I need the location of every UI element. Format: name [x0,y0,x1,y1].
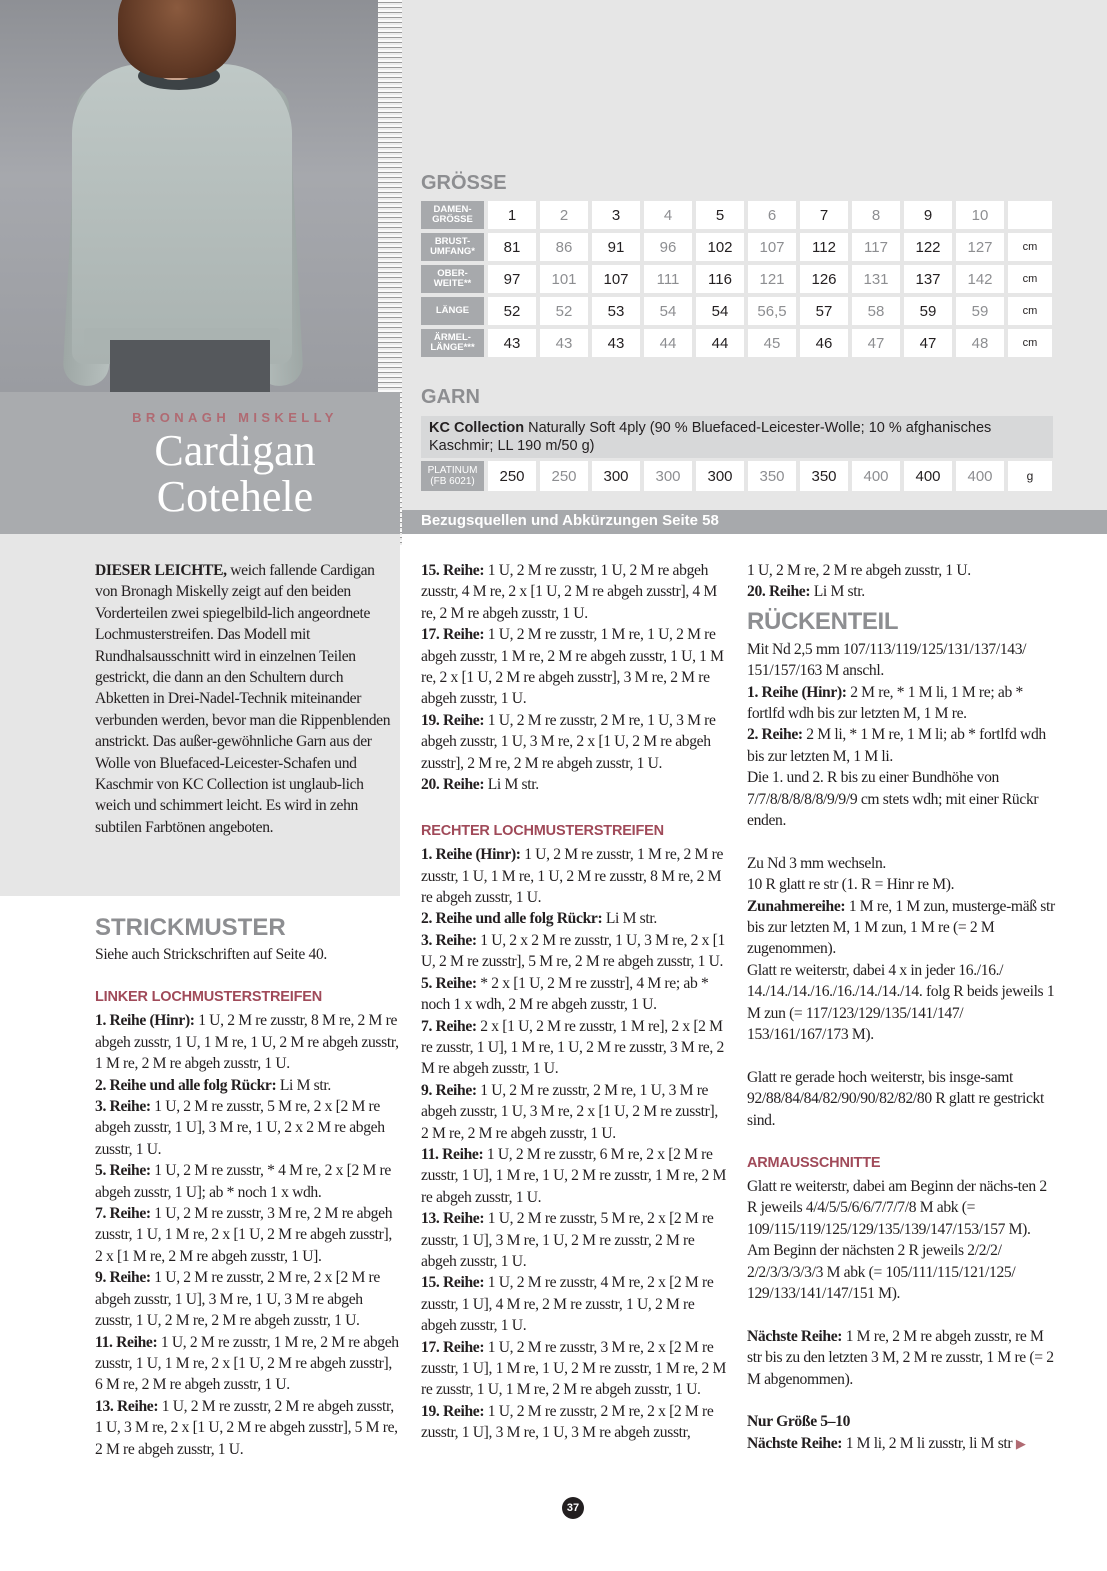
size-row [421,265,1052,293]
size-cell: 6 [748,201,796,229]
yarn-amount: 300 [644,461,692,491]
size-row [421,297,1052,325]
size-cell: 48 [956,329,1004,357]
size-cell: 7 [800,201,848,229]
pattern-row [421,844,727,908]
yarn-amount: 300 [696,461,744,491]
pattern-row [421,1144,727,1208]
yarn-brand: KC Collection [429,420,525,436]
pattern-row-text: 1 U, 2 M re zusstr, 2 M re abgeh zusstr, 1 U, 3 M re, 2 x [1 U, 2 M re abgeh zusstr], 5 M re, 2 M re abgeh zusstr, 1 U. [95,1397,398,1458]
pattern-row-label: 1. Reihe (Hinr): [421,846,521,864]
size-cell: 122 [904,233,952,261]
size-cell: 44 [696,329,744,357]
pattern-row-text: 1 U, 2 M re zusstr, 5 M re, 2 x [2 M re abgeh zusstr, 1 U], 3 M re, 1 U, 2 x 2 M re abgeh zusstr, 1 U. [95,1098,385,1158]
rueck-r2-text: 2 M li, * 1 M re, 1 M li; ab * fortlfd wdh bis zur letzten M, 1 M li. [747,726,1046,765]
pattern-row-label: 19. Reihe: [421,1402,485,1420]
pattern-row [95,1096,401,1160]
pattern-row [95,1267,401,1331]
size-row-label: OBER-WEITE** [421,265,484,293]
pattern-row-text: 1 U, 2 M re zusstr, 2 M re, 2 x [2 M re abgeh zusstr, 1 U], 3 M re, 1 U, 3 M re abgeh zusstr, 1 U, 2 M re, 2 M re abgeh zusstr, 1 U. [95,1269,380,1330]
left-pattern-heading: LINKER LOCHMUSTERSTREIFEN [95,989,323,1005]
size-cell: 3 [592,201,640,229]
pattern-row [421,774,727,795]
yarn-text: Naturally Soft 4ply (90 % Bluefaced-Leicester-Wolle; 10 % afghanisches Kaschmir; LL 190 m/50 g) [429,420,992,454]
pattern-row [421,624,727,710]
size-cell: 8 [852,201,900,229]
size-row-label: ÄRMEL-LÄNGE*** [421,329,484,357]
pattern-row [95,1332,401,1396]
intro-text [95,560,395,838]
size-row-label: BRUST-UMFANG* [421,233,484,261]
right-column [747,560,1055,1454]
size-cell: 4 [644,201,692,229]
pattern-row-label: 2. Reihe und alle folg Rückr: [95,1076,277,1094]
size-row-label: DAMEN-GRÖSSE [421,201,484,229]
pattern-row-text: 1 U, 2 M re zusstr, 2 M re, 1 U, 3 M re abgeh zusstr, 1 U, 3 M re, 2 x [1 U, 2 M re abgeh zusstr], 2 M re, 2 M re abgeh zusstr, 1 U. [421,711,716,772]
yarn-unit: g [1008,461,1052,491]
size-cell: 111 [644,265,692,293]
size-row [421,329,1052,357]
size-cell: 59 [904,297,952,325]
size-cell: 137 [904,265,952,293]
reference-text: Bezugsquellen und Abkürzungen Seite 58 [421,512,719,529]
size-cell: 52 [540,297,588,325]
pattern-row [421,908,727,929]
size-cell: 58 [852,297,900,325]
size-cell: 43 [592,329,640,357]
next-row-text: 1 M re, 2 M re abgeh zusstr, re M str bis zu den letzten 3 M, 2 M re zusstr, 1 M re (= 2 M abgenommen). [747,1327,1054,1388]
increase-label: Zunahmereihe: [747,897,846,915]
needle-change: Zu Nd 3 mm wechseln. [747,854,886,872]
pattern-row-text: 1 U, 2 M re zusstr, 1 M re, 2 M re zusstr, 1 U, 1 M re, 1 U, 2 M re zusstr, 8 M re, 2 M re abgeh zusstr, 1 U. [421,846,724,907]
pattern-row [421,1080,727,1144]
size-cell: 1 [488,201,536,229]
next-row2-label: Nächste Reihe: [747,1434,843,1452]
pattern-row-label: 1. Reihe (Hinr): [95,1012,195,1030]
strickmuster-heading: STRICKMUSTER [95,914,286,941]
yarn-amount: 400 [904,461,952,491]
size-cell: 44 [644,329,692,357]
size-cell: 86 [540,233,588,261]
strickmuster-note: Siehe auch Strickschriften auf Seite 40. [95,946,327,963]
size-cell: 47 [852,329,900,357]
pattern-row [95,1010,401,1074]
pattern-row-label: 19. Reihe: [421,711,485,729]
pattern-row-label: 11. Reihe: [421,1145,484,1163]
size-cell: 47 [904,329,952,357]
size-row-label: LÄNGE [421,297,484,325]
pattern-row-label: 15. Reihe: [421,562,485,579]
pattern-row [421,560,727,624]
pattern-row [95,1160,401,1203]
size-cell: 142 [956,265,1004,293]
pattern-row-text: * 2 x [1 U, 2 M re zusstr], 4 M re; ab * noch 1 x wdh, 2 M re abgeh zusstr, 1 U. [421,974,709,1014]
size-cell: 59 [956,297,1004,325]
pattern-row-text: 1 U, 2 M re zusstr, 1 M re, 1 U, 2 M re abgeh zusstr, 1 M re, 2 M re abgeh zusstr, 1 U, 1 M re, 2 x [1 U, 2 M re abgeh zusstr], 3 M re, 2 M re abgeh zusstr, 1 U. [421,626,724,708]
pattern-row-text: 1 U, 2 M re zusstr, * 4 M re, 2 x [2 M re abgeh zusstr, 1 U]; ab * noch 1 x wdh. [95,1162,391,1201]
rueck-r12: Die 1. und 2. R bis zu einer Bundhöhe von 7/7/8/8/8/8/8/9/9/9 cm stets wdh; mit einer Rückr enden. [747,769,1039,830]
stockinette: 10 R glatt re str (1. R = Hinr re M). [747,876,955,894]
pattern-row-text: Li M str. [484,776,539,794]
pattern-row [421,1337,727,1401]
designer-name: BRONAGH MISKELLY [132,410,338,425]
pattern-row-text: 1 U, 2 M re zusstr, 5 M re, 2 x [2 M re zusstr, 1 U], 3 M re, 1 U, 2 M re zusstr, 2 M re abgeh zusstr, 1 U. [421,1210,714,1270]
size-cell: 5 [696,201,744,229]
size-cell: 43 [488,329,536,357]
pattern-row-label: 20. Reihe: [421,776,485,794]
right-pattern-heading: RECHTER LOCHMUSTERSTREIFEN [421,822,664,839]
pattern-row-text: Li M str. [276,1076,331,1094]
pattern-row-text: 1 U, 2 M re zusstr, 6 M re, 2 x [2 M re zusstr, 1 U], 1 M re, 1 U, 2 M re zusstr, 1 M re, 2 M re abgeh zusstr, 1 U. [421,1145,727,1206]
pattern-row [421,1272,727,1336]
pattern-row-label: 7. Reihe: [421,1017,477,1035]
size-cell: 81 [488,233,536,261]
pattern-row-label: 9. Reihe: [421,1081,477,1099]
pattern-row-text: 1 U, 2 M re zusstr, 1 U, 2 M re abgeh zusstr, 4 M re, 2 x [1 U, 2 M re abgeh zusstr], 4 M re, 2 M re abgeh zusstr, 1 U. [421,562,717,622]
size-cell: 10 [956,201,1004,229]
pattern-row [421,1208,727,1272]
size-row [421,233,1052,261]
middle-column [421,560,727,1444]
row20-text: Li M str. [810,583,865,601]
intro-lead: DIESER LEICHTE, [95,562,227,579]
rueck-r2-label: 2. Reihe: [747,726,803,744]
pattern-row-text: 1 U, 2 M re zusstr, 2 M re, 1 U, 3 M re abgeh zusstr, 1 U, 3 M re, 2 x [1 U, 2 M re zusstr], 2 M re, 2 M re abgeh zusstr, 1 U. [421,1081,718,1142]
size-cell: 127 [956,233,1004,261]
size-cell: 56,5 [748,297,796,325]
size-unit: cm [1008,297,1052,325]
size-cell: 101 [540,265,588,293]
size-cell: 43 [540,329,588,357]
yarn-description [421,416,1053,458]
pattern-row-label: 17. Reihe: [421,1338,485,1356]
pattern-row-text: 1 U, 2 M re zusstr, 8 M re, 2 M re abgeh zusstr, 1 U, 1 M re, 1 U, 2 M re abgeh zusstr, 1 M re, 2 M re abgeh zusstr, 1 U. [95,1012,399,1073]
continue-arrow-icon: ▶ [1015,1435,1026,1451]
yarn-amount: 350 [800,461,848,491]
size-unit [1008,201,1052,229]
pattern-row-label: 5. Reihe: [95,1162,151,1180]
yarn-amount: 350 [748,461,796,491]
size-cell: 91 [592,233,640,261]
sweater-photo [0,0,388,392]
yarn-amount: 300 [592,461,640,491]
size-cell: 121 [748,265,796,293]
pattern-row-text: 1 U, 2 M re zusstr, 3 M re, 2 x [2 M re zusstr, 1 U], 1 M re, 1 U, 2 M re zusstr, 1 M re, 2 M re zusstr, 1 U, 1 M re, 2 M re abgeh zusstr, 1 U. [421,1338,727,1399]
pattern-title [0,428,470,520]
rueck-r1-text: 2 M re, * 1 M li, 1 M re; ab * fortlfd wdh bis zur letzten M, 1 M re. [747,683,1023,723]
pattern-row-label: 3. Reihe: [95,1098,151,1116]
pattern-row-label: 2. Reihe und alle folg Rückr: [421,910,603,928]
yarn-amount: 250 [540,461,588,491]
size-cell: 53 [592,297,640,325]
size-cell: 54 [696,297,744,325]
yarn-heading: GARN [421,386,480,408]
pattern-row-label: 3. Reihe: [421,931,477,949]
rueck-intro: Mit Nd 2,5 mm 107/113/119/125/131/137/143/ 151/157/163 M anschl. [747,640,1027,680]
size-cell: 117 [852,233,900,261]
yarn-amount: 250 [488,461,536,491]
size-cell: 54 [644,297,692,325]
yarn-color-label: PLATINUM (FB 6021) [421,461,484,491]
size-cell: 97 [488,265,536,293]
pattern-row-text: 1 U, 2 M re zusstr, 4 M re, 2 x [2 M re zusstr, 1 U], 4 M re, 2 M re zusstr, 1 U, 2 M re abgeh zusstr, 1 U. [421,1274,714,1335]
pattern-row-label: 17. Reihe: [421,626,485,644]
pattern-row [95,1396,401,1460]
size-cell: 96 [644,233,692,261]
size-row [421,201,1052,229]
pattern-row [95,1075,401,1096]
size-cell: 52 [488,297,536,325]
size-cell: 2 [540,201,588,229]
rueck-r1-label: 1. Reihe (Hinr): [747,683,847,701]
size-cell: 131 [852,265,900,293]
pattern-row-text: Li M str. [602,910,657,928]
pattern-row [95,1203,401,1267]
straight-text: Glatt re gerade hoch weiterstr, bis insge-samt 92/88/84/84/82/90/90/82/82/80 R glatt re gestrickt sind. [747,1068,1044,1129]
size-cell: 112 [800,233,848,261]
size-unit: cm [1008,233,1052,261]
size-unit: cm [1008,265,1052,293]
title-line-1: Cardigan [154,426,316,475]
rueckenteil-heading: RÜCKENTEIL [747,607,899,635]
yarn-table [417,461,1056,491]
pattern-row [421,973,727,1016]
pattern-row-label: 7. Reihe: [95,1205,151,1223]
pattern-row-label: 5. Reihe: [421,974,477,992]
size-cell: 116 [696,265,744,293]
size-cell: 107 [748,233,796,261]
pattern-row-text: 1 U, 2 M re zusstr, 3 M re, 2 M re abgeh zusstr, 1 U, 1 M re, 2 x [1 U, 2 M re abgeh zusstr], 2 x [1 M re, 2 M re abgeh zusstr, 1 U]. [95,1205,393,1265]
armhole-heading: ARMAUSSCHNITTE [747,1154,881,1171]
only-sizes-label: Nur Größe 5–10 [747,1413,851,1431]
pattern-row-text: 1 U, 2 x 2 M re zusstr, 1 U, 3 M re, 2 x [1 U, 2 M re zusstr], 5 M re, 2 M re abgeh zusstr, 1 U. [421,931,725,971]
size-heading: GRÖSSE [421,172,507,194]
pattern-row [421,1401,727,1444]
yarn-amount: 400 [852,461,900,491]
next-row-label: Nächste Reihe: [747,1327,843,1345]
size-cell: 9 [904,201,952,229]
yarn-amount: 400 [956,461,1004,491]
reference-bar [402,510,1107,534]
pattern-row [421,710,727,774]
armhole-text: Glatt re weiterstr, dabei am Beginn der nächs-ten 2 R jeweils 4/4/5/5/6/6/7/7/7/8 M abk (= 109/115/119/125/129/135/139/147/153/157 M). Am Beginn der nächsten 2 R jeweils 2/2/2/ 2/2/3/3/3/3/3 M abk (= 105/111/115/121/125/ 129/133/141/147/151 M). [747,1177,1047,1302]
pattern-row-label: 15. Reihe: [421,1274,485,1292]
size-cell: 45 [748,329,796,357]
size-unit: cm [1008,329,1052,357]
intro-body: weich fallende Cardigan von Bronagh Miskelly zeigt auf den beiden Vorderteilen zwei spiegelbild-lich angeordnete Lochmusterstreifen. Das Modell mit Rundhalsausschnitt wird in einzelnen Teilen gestrickt, die dann an den Schultern durch Abketten in Drei-Nadel-Technik miteinander verbunden werden, bevor man die Rippenblenden anstrickt. Das außer-gewöhnliche Garn aus der Wolle von Bluefaced-Leicester-Schafen und Kaschmir von KC Collection ist unglaub-lich weich und schimmert leicht. Es wird in zehn subtilen Farbtönen angeboten. [95,562,391,836]
size-table [417,197,1056,361]
row20-label: 20. Reihe: [747,583,811,601]
size-cell: 107 [592,265,640,293]
pattern-row [421,930,727,973]
pattern-row-label: 9. Reihe: [95,1269,151,1287]
page-number: 37 [562,1497,584,1519]
next-row2-text: 1 M li, 2 M li zusstr, li M str [842,1434,1013,1452]
pattern-row-text: 1 U, 2 M re zusstr, 2 M re, 2 x [2 M re zusstr, 1 U], 3 M re, 1 U, 3 M re abgeh zusstr, [421,1402,714,1442]
size-cell: 126 [800,265,848,293]
pattern-row-text: 2 x [1 U, 2 M re zusstr, 1 M re], 2 x [2 M re zusstr, 1 U], 1 M re, 1 U, 2 M re zusstr, 3 M re, 2 M re abgeh zusstr, 1 U. [421,1017,724,1078]
cont-text: 1 U, 2 M re, 2 M re abgeh zusstr, 1 U. [747,562,971,579]
increase-text: 1 M re, 1 M zun, musterge-mäß str bis zur letzten M, 1 M zun, 1 M re (= 2 M zugenommen). [747,897,1055,958]
size-cell: 102 [696,233,744,261]
pattern-row-label: 13. Reihe: [95,1397,159,1415]
pattern-row-text: 1 U, 2 M re zusstr, 1 M re, 2 M re abgeh zusstr, 1 U, 1 M re, 2 x [1 U, 2 M re abgeh zusstr], 6 M re, 2 M re abgeh zusstr, 1 U. [95,1333,399,1394]
pattern-row [421,1016,727,1080]
pattern-row-label: 11. Reihe: [95,1333,158,1351]
size-cell: 57 [800,297,848,325]
title-line-2: Cotehele [156,472,314,521]
increase-more: Glatt re weiterstr, dabei 4 x in jeder 16./16./ 14./14./14./16./16./14./14./14. folg R beids jeweils 1 M zun (= 117/123/129/135/141/147/ 153/161/167/173 M). [747,961,1055,1044]
left-pattern [95,987,401,1460]
pattern-row-label: 13. Reihe: [421,1210,485,1228]
size-cell: 46 [800,329,848,357]
